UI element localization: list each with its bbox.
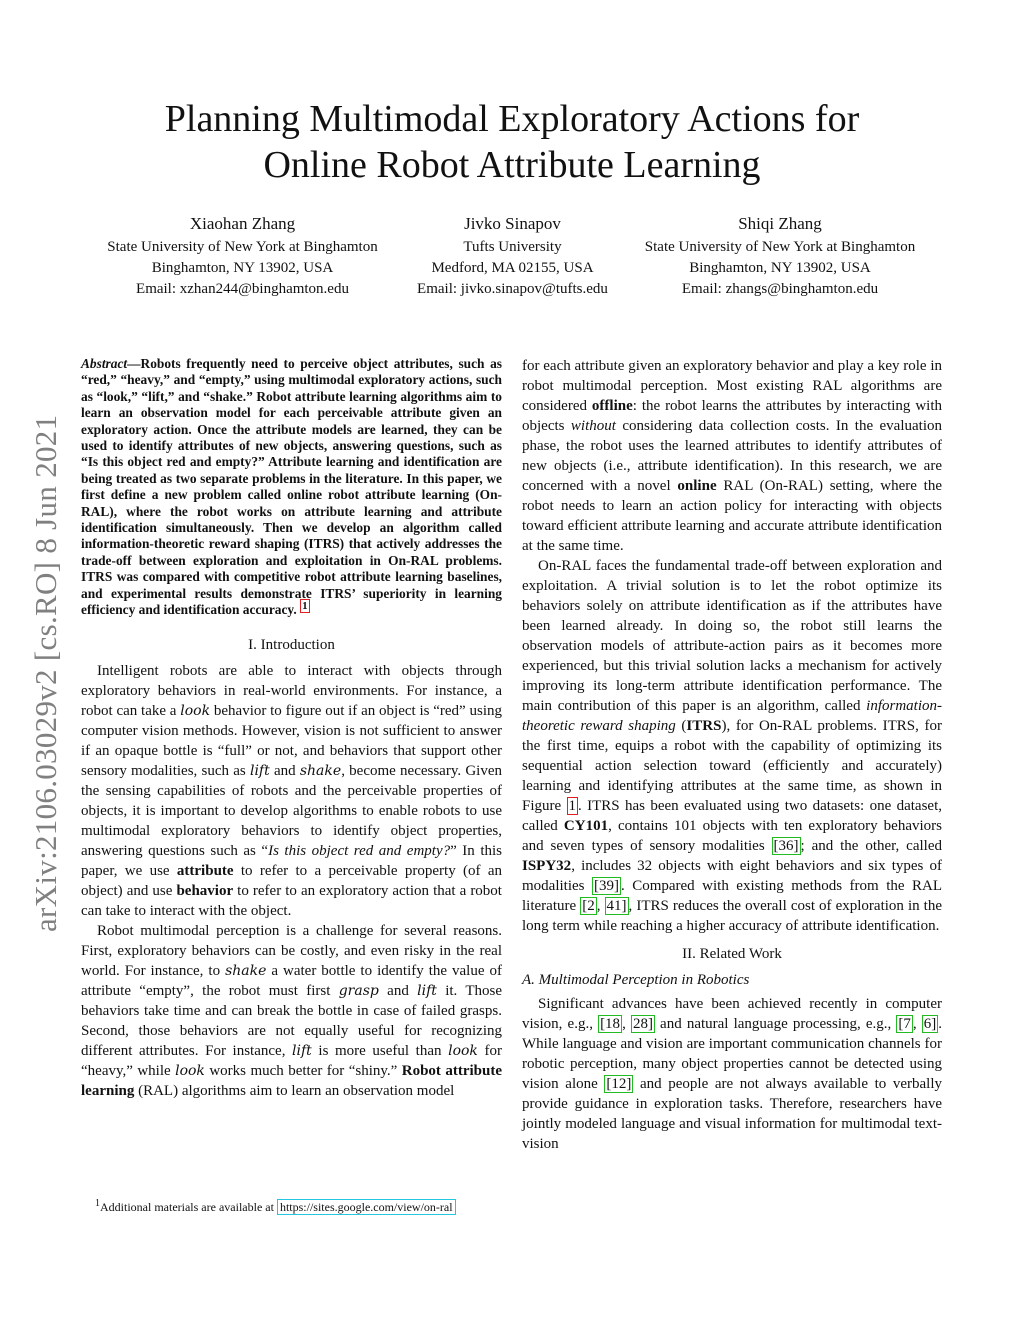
text-run: ” In this paper, we use (81, 842, 503, 879)
author-affiliation: State University of New York at Binghamton (107, 239, 378, 255)
title-line-1: Planning Multimodal Exploratory Actions for (164, 98, 860, 140)
math-lift: lift (292, 1042, 312, 1059)
text-run: works much better for “shiny.” (204, 1062, 402, 1079)
text-run: for each attribute given an exploratory behavior and play a key role in robot multimodal perception. Most existing RAL algorithms are considered (522, 358, 942, 414)
text-run: a water bottle to identify the value of attribute “empty”, the robot must first (81, 962, 502, 999)
citation-link[interactable]: [18 (600, 1016, 621, 1032)
text-run: ( (675, 718, 687, 734)
text-run: , contains 101 objects with ten exploratory behaviors and seven types of sensory modalities (522, 818, 942, 854)
right-column (522, 356, 942, 1154)
text-run: and natural language processing, e.g., (654, 1016, 897, 1032)
author-block-3 (615, 213, 945, 300)
math-look: look (448, 1042, 478, 1059)
right-paragraph-2 (522, 556, 942, 936)
author-email: Email: xzhan244@binghamton.edu (136, 281, 349, 297)
math-shake: shake (225, 962, 267, 979)
text-run: considering data collection costs. In the evaluation phase, the robot uses the learned attributes to identify attributes of new objects (i.e., attribute identification). In this research, we are concerned with a novel (522, 418, 942, 494)
text-run: (RAL) algorithms aim to learn an observation model (134, 1082, 455, 1099)
bold-behavior: behavior (176, 882, 234, 899)
citation-link[interactable]: 28] (632, 1016, 653, 1032)
text-run: : the robot learns the attributes by interacting with objects (522, 398, 943, 434)
math-look: look (175, 1062, 205, 1079)
text-run: behavior to figure out if an object is “red” using computer vision methods. However, vision is not sufficient to answer if an opaque bottle is “full” or not, and behaviors that support other sensory modalities, such as (81, 702, 503, 779)
text-run: , (912, 1016, 922, 1032)
text-run: On-RAL faces the fundamental trade-off between exploration and exploitation. A trivial solution is to let the robot optimize its behaviors solely on attribute identification as if the attributes have been learned already. In doing so, the robot still learns the observation models of attribute-action pairs as it becomes more experienced, but this trivial solution lacks a mechanism for actively improving its long-term attribute identification performance. The main contribution of this paper is an algorithm, called (522, 558, 942, 714)
subsection-heading: A. Multimodal Perception in Robotics (522, 972, 750, 988)
italic-itrs: information-theoretic reward shaping (522, 698, 942, 734)
author-address: Binghamton, NY 13902, USA (689, 260, 871, 276)
figure-ref-link[interactable]: 1 (568, 798, 577, 814)
author-name: Xiaohan Zhang (189, 214, 296, 233)
arxiv-stamp: arXiv:2106.03029v2 [cs.RO] 8 Jun 2021 (28, 414, 63, 932)
citation-link[interactable]: [7 (898, 1016, 911, 1032)
citation-link[interactable]: [2 (582, 898, 595, 914)
math-grasp: grasp (338, 982, 379, 999)
text-run: . Compared with existing methods from the RAL literature (522, 878, 942, 914)
citation-link[interactable]: 41] (606, 898, 627, 914)
text-run: to refer to an exploratory action that a robot can take to interact with the object. (81, 882, 502, 919)
bold-cy101: CY101 (563, 818, 609, 834)
left-column (81, 356, 502, 1101)
author-name: Shiqi Zhang (738, 214, 822, 233)
math-shake: shake (299, 762, 342, 779)
math-look: look (180, 702, 211, 719)
author-block-2 (395, 213, 630, 300)
text-run: . ITRS has been evaluated using two datasets: one dataset, called (522, 798, 942, 834)
text-run: is more useful than (311, 1042, 449, 1059)
bold-ral: Robot attribute learning (81, 1062, 502, 1099)
text-run: RAL (On-RAL) setting, where the robot needs to learn an action policy for interacting with objects toward efficient attribute learning and accurate attribute identification at the same time. (522, 478, 943, 554)
bold-ispy32: ISPY32 (522, 858, 572, 874)
text-run: ), for On-RAL problems. ITRS, for the first time, equips a robot with the capability of optimizing its sequential action selection toward (efficiently and accurately) learning and identifying attributes at the same time, as shown in Figure (522, 718, 942, 814)
section-heading-related-work: II. Related Work (682, 946, 782, 962)
math-lift: lift (417, 982, 437, 999)
bold-attribute: attribute (176, 862, 234, 879)
abstract-text: —Robots frequently need to perceive object attributes, such as “red,” “heavy,” and “empty,” using multimodal exploratory actions, such as “look,” “lift,” and “shake.” Robot attribute learning algorithms aim to learn an observation model for each perceivable attribute given an exploratory action. Once the attribute models are learned, they can be used to identify attributes of new objects, answering questions, such as “Is this object red and empty?” Attribute learning and identification are being treated as two separate problems in the literature. In this paper, we first define a new problem called online robot attribute learning (On-RAL), where the robot works on attribute learning and attribute identification simultaneously. Then we develop an algorithm called information-theoretic reward shaping (ITRS) that actively addresses the trade-off between exploration and exploitation in On-RAL problems. ITRS was compared with competitive robot attribute learning baselines, and experimental results demonstrate ITRS’ superiority in learning efficiency and identification accuracy. (81, 356, 502, 618)
paper-title (0, 96, 1024, 188)
footnote-mark: 1 (95, 1198, 100, 1209)
text-run: and (269, 762, 300, 779)
abstract (81, 356, 502, 619)
citation-link[interactable]: [39] (593, 878, 619, 894)
section-heading-introduction: I. Introduction (248, 636, 335, 653)
right-paragraph-1 (522, 356, 942, 556)
intro-paragraph-1 (81, 661, 502, 921)
author-name: Jivko Sinapov (464, 214, 561, 233)
author-block-1 (70, 213, 415, 300)
author-address: Medford, MA 02155, USA (431, 260, 594, 276)
author-affiliation: Tufts University (463, 239, 562, 255)
text-run: , become necessary. Given the sensing capabilities of robots and the perceivable properties of objects, it is important to develop algorithms to enable robots to use multimodal exploratory behaviors to identify object properties, answering questions such as “ (81, 762, 502, 859)
title-line-2: Online Robot Attribute Learning (263, 144, 761, 186)
abstract-label: Abstract (81, 356, 128, 371)
footnote (95, 1196, 505, 1215)
text-run: , includes 32 objects with eight behaviors and six types of modalities (522, 858, 942, 894)
text-run: and people are not always available to verbally provide guidance in exploration tasks. Therefore, researchers have jointly modeled language and visual information for multimodal text-vision (522, 1076, 943, 1152)
intro-paragraph-2 (81, 921, 502, 1101)
citation-link[interactable]: 6] (923, 1016, 937, 1032)
footnote-text: Additional materials are available at (100, 1200, 277, 1214)
author-email: Email: jivko.sinapov@tufts.edu (417, 281, 608, 297)
citation-link[interactable]: [36] (773, 838, 799, 854)
text-run: . While language and vision are important communication channels for robotic perception, many object properties cannot be detected using vision alone (522, 1016, 943, 1092)
text-run: Intelligent robots are able to interact with objects through exploratory behaviors in real-world environments. For instance, a robot can take a (81, 662, 502, 719)
bold-offline: offline (591, 398, 633, 414)
text-run: , ITRS reduces the overall cost of exploration in the long term while reaching a higher accuracy of attribute identification. (522, 898, 943, 934)
author-affiliation: State University of New York at Binghamton (644, 239, 916, 255)
text-run: Robot multimodal perception is a challenge for several reasons. First, exploratory behaviors can be costly, and even risky in the real world. For instance, to (81, 922, 502, 979)
text-run: and (378, 982, 418, 999)
text-run: , (622, 1016, 631, 1032)
text-run: Significant advances have been achieved recently in computer vision, e.g., (522, 996, 942, 1032)
math-lift: lift (249, 762, 270, 779)
author-email: Email: zhangs@binghamton.edu (681, 281, 879, 297)
citation-link[interactable]: [12] (606, 1076, 632, 1092)
italic-question: Is this object red and empty? (268, 842, 451, 859)
text-run: for “heavy,” while (81, 1042, 503, 1079)
text-run: , (596, 898, 605, 914)
related-paragraph-1 (522, 994, 942, 1154)
italic-without: without (570, 418, 616, 434)
text-run: to refer to a perceivable property (of an object) and use (81, 862, 502, 899)
footnote-ref[interactable]: 1 (302, 599, 308, 612)
footnote-url-link[interactable]: https://sites.google.com/view/on-ral (277, 1199, 456, 1215)
bold-itrs: ITRS (686, 718, 722, 734)
author-address: Binghamton, NY 13902, USA (151, 260, 334, 276)
text-run: ; and the other, called (800, 838, 942, 854)
text-run: it. Those behaviors take time and can break the bottle in case of failed grasps. Second, those behaviors are not equally useful for recognizing different attributes. For instance, (81, 982, 502, 1059)
bold-online: online (677, 478, 717, 494)
